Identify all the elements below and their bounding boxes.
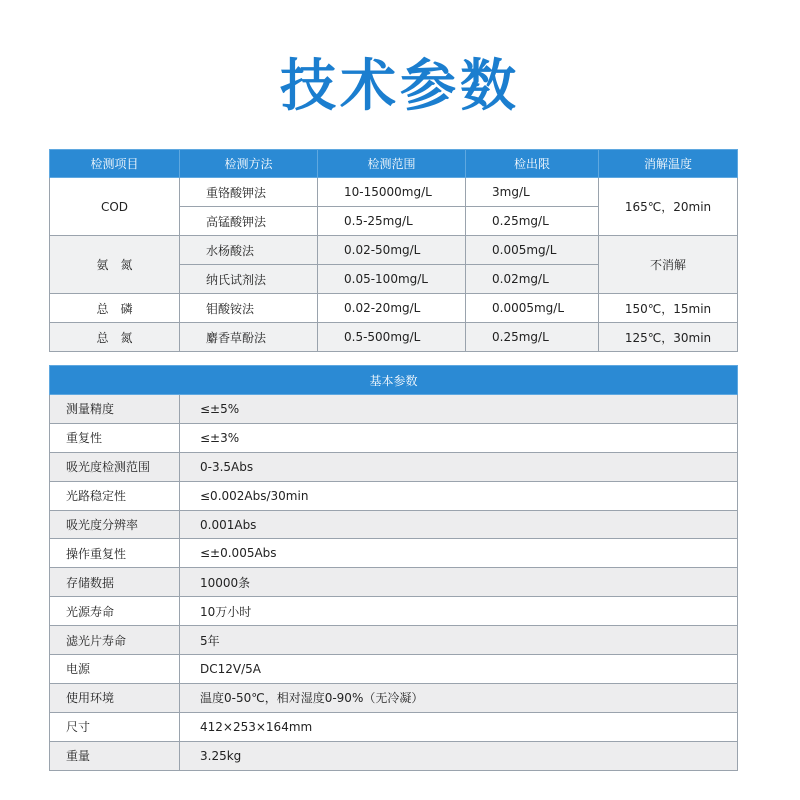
table-row	[50, 323, 738, 352]
param-value-cell: DC12V/5A	[180, 655, 738, 684]
header-range: 检测范围	[318, 150, 466, 178]
table-row	[50, 539, 738, 568]
param-value-cell: 5年	[180, 626, 738, 655]
range-cell: 10-15000mg/L	[318, 178, 466, 207]
range-cell: 0.5-500mg/L	[318, 323, 466, 352]
param-value-cell: 温度0-50℃，相对湿度0-90%（无冷凝）	[180, 683, 738, 712]
param-value-cell: ≤±5%	[180, 395, 738, 424]
param-name-cell: 电源	[50, 655, 180, 684]
header-item: 检测项目	[50, 150, 180, 178]
param-value-cell: 3.25kg	[180, 741, 738, 770]
param-name-cell: 使用环境	[50, 683, 180, 712]
table-row	[50, 452, 738, 481]
limit-cell: 0.005mg/L	[466, 236, 599, 265]
table-row	[50, 712, 738, 741]
table-row	[50, 655, 738, 684]
detection-table	[49, 149, 738, 352]
table-row	[50, 236, 738, 265]
range-cell: 0.5-25mg/L	[318, 207, 466, 236]
param-name-cell: 重量	[50, 741, 180, 770]
table-row	[50, 597, 738, 626]
basic-params-header: 基本参数	[50, 366, 738, 395]
item-cell: COD	[50, 178, 180, 236]
param-name-cell: 重复性	[50, 423, 180, 452]
table-row	[50, 626, 738, 655]
limit-cell: 0.25mg/L	[466, 207, 599, 236]
range-cell: 0.02-20mg/L	[318, 294, 466, 323]
limit-cell: 0.02mg/L	[466, 265, 599, 294]
table-row	[50, 568, 738, 597]
param-value-cell: 10万小时	[180, 597, 738, 626]
param-name-cell: 测量精度	[50, 395, 180, 424]
temp-cell: 不消解	[599, 236, 738, 294]
param-name-cell: 操作重复性	[50, 539, 180, 568]
param-name-cell: 滤光片寿命	[50, 626, 180, 655]
item-cell: 总 氮	[50, 323, 180, 352]
range-cell: 0.05-100mg/L	[318, 265, 466, 294]
param-name-cell: 吸光度检测范围	[50, 452, 180, 481]
page-title: 技术参数	[280, 54, 520, 119]
param-value-cell: 0.001Abs	[180, 510, 738, 539]
table-row	[50, 423, 738, 452]
header-method: 检测方法	[180, 150, 318, 178]
table-row	[50, 294, 738, 323]
limit-cell: 0.0005mg/L	[466, 294, 599, 323]
temp-cell: 165℃，20min	[599, 178, 738, 236]
param-value-cell: ≤±3%	[180, 423, 738, 452]
table-row	[50, 395, 738, 424]
table-row	[50, 510, 738, 539]
item-cell: 氨 氮	[50, 236, 180, 294]
param-value-cell: 10000条	[180, 568, 738, 597]
detection-table-header	[50, 150, 738, 178]
method-cell: 钼酸铵法	[180, 294, 318, 323]
method-cell: 水杨酸法	[180, 236, 318, 265]
param-value-cell: 0-3.5Abs	[180, 452, 738, 481]
table-row	[50, 741, 738, 770]
param-name-cell: 存储数据	[50, 568, 180, 597]
method-cell: 重铬酸钾法	[180, 178, 318, 207]
param-value-cell: ≤0.002Abs/30min	[180, 481, 738, 510]
temp-cell: 150℃，15min	[599, 294, 738, 323]
param-value-cell: 412×253×164mm	[180, 712, 738, 741]
table-row	[50, 481, 738, 510]
temp-cell: 125℃，30min	[599, 323, 738, 352]
method-cell: 高锰酸钾法	[180, 207, 318, 236]
basic-params-table	[49, 365, 738, 771]
range-cell: 0.02-50mg/L	[318, 236, 466, 265]
param-value-cell: ≤±0.005Abs	[180, 539, 738, 568]
method-cell: 麝香草酚法	[180, 323, 318, 352]
table-row	[50, 178, 738, 207]
item-cell: 总 磷	[50, 294, 180, 323]
basic-params-header-row	[50, 366, 738, 395]
param-name-cell: 光源寿命	[50, 597, 180, 626]
method-cell: 纳氏试剂法	[180, 265, 318, 294]
param-name-cell: 光路稳定性	[50, 481, 180, 510]
param-name-cell: 吸光度分辨率	[50, 510, 180, 539]
limit-cell: 3mg/L	[466, 178, 599, 207]
table-row	[50, 683, 738, 712]
param-name-cell: 尺寸	[50, 712, 180, 741]
header-temp: 消解温度	[599, 150, 738, 178]
header-limit: 检出限	[466, 150, 599, 178]
limit-cell: 0.25mg/L	[466, 323, 599, 352]
